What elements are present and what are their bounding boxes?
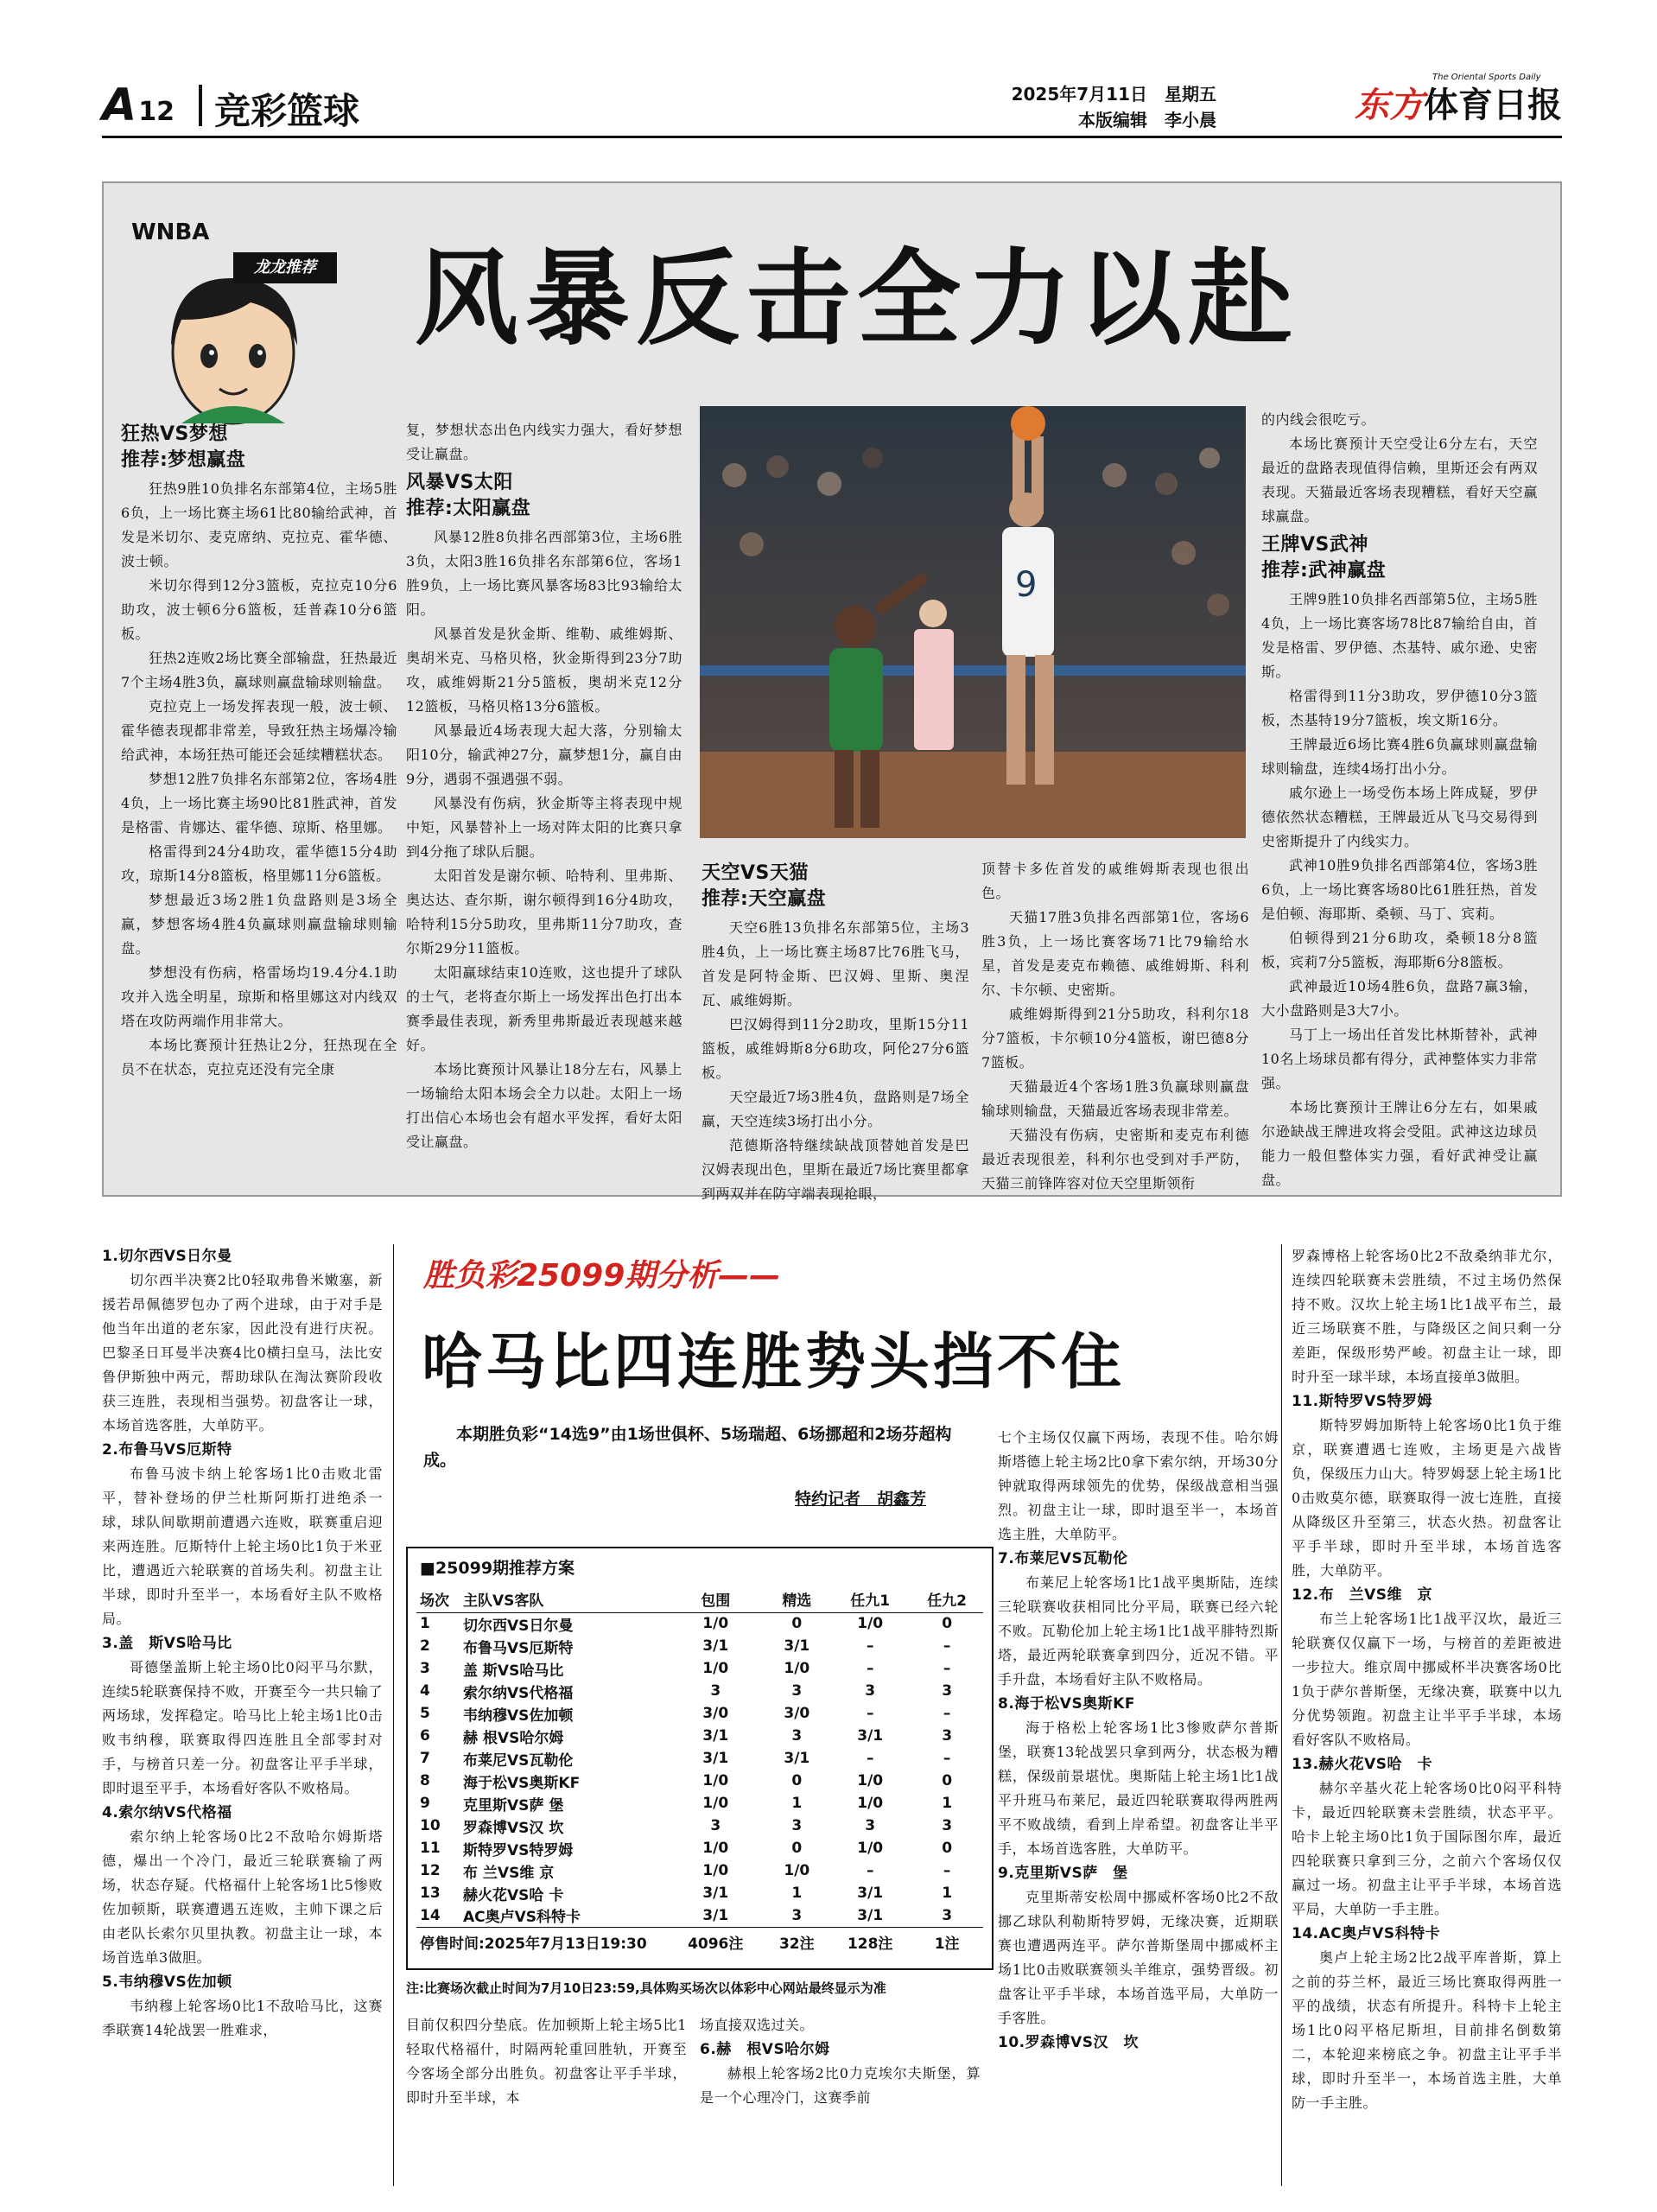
newspaper-logo: The Oriental Sports Daily 东方体育日报 [1355,73,1562,125]
table-cell: – [943,1862,951,1879]
paragraph-continued: 复，梦想状态出色内线实力强大，看好梦想受让赢盘。 [406,422,682,462]
issue-date: 2025年7月11日 星期五 [1011,84,1216,105]
table-cell: 8 [420,1772,430,1789]
lottery-column-mid [406,2013,687,2186]
table-cell: 7 [420,1750,430,1767]
table-header-row: 场次 主队VS客队 包围 精选 任九1 任九2 [416,1586,983,1612]
table-cell: 3 [791,1817,803,1834]
table-cell: 6 [420,1727,430,1745]
matchup-heading: 风暴VS太阳 [406,472,513,493]
match-heading: 7.布莱尼VS瓦勒伦 [998,1550,1128,1567]
paragraph: 斯特罗姆加斯特上轮客场0比1负于维京，联赛遭遇七连败，主场更是六战皆负，保级压力山大。特罗姆瑟上轮主场1比0击败莫尔德，联赛取得一波七连胜，直接从降级区升至第三，状态火热。初盘客让平手半球，即时升至半球，本场首选客胜，大单防平。 [1292,1417,1562,1579]
table-cell: 3/0 [702,1705,729,1722]
table-footer-row: 停售时间:2025年7月13日19:30 4096注 32注 128注 1注 [416,1927,983,1956]
table-cell: 3/0 [784,1705,810,1722]
table-cell: – [866,1637,874,1655]
paragraph: 天猫17胜3负排名西部第1位，客场6胜3负，上一场比赛客场71比79输给水星，首发是麦克布赖德、戚维姆斯、科利尔、卡尔顿、史密斯。 [981,909,1249,998]
paragraph: 太阳首发是谢尔顿、哈特利、里弗斯、奥达达、查尔斯，谢尔顿得到16分4助攻，哈特利15分5助攻，里弗斯11分7助攻，查尔斯29分11篮板。 [406,868,682,957]
matchup-heading: 狂热VS梦想 [121,423,228,445]
editor-credit: 本版编辑 李小晨 [1078,110,1216,130]
article-column-4 [981,857,1249,1192]
match-cell: 切尔西VS日尔曼 [463,1617,574,1635]
paragraph-continued: 顶替卡多佐首发的戚维姆斯表现也很出色。 [981,861,1249,901]
paragraph: 本场比赛预计狂热让2分，狂热现在全员不在状态，克拉克还没有完全康 [121,1037,397,1077]
table-cell: 0 [942,1772,953,1789]
table-cell: 3 [420,1660,430,1677]
table-cell: 3 [865,1817,876,1834]
article-column-5 [1261,408,1538,1188]
table-cell: 3 [942,1817,953,1834]
table-cell: 3/1 [857,1906,884,1924]
article-column-1 [121,418,397,1170]
lottery-lead: 本期胜负彩“14选9”由1场世俱杯、5场瑞超、6场挪超和2场芬超构成。 [423,1425,952,1470]
author-label: 龙龙推荐 [233,252,337,283]
match-heading: 9.克里斯VS萨 堡 [998,1865,1128,1882]
lottery-headline: 哈马比四连胜势头挡不住 [422,1326,1125,1397]
table-cell: – [943,1637,951,1655]
match-heading: 3.盖 斯VS哈马比 [102,1635,232,1652]
match-heading: 5.韦纳穆VS佐加顿 [102,1974,232,1991]
paragraph: 奥卢上轮主场2比2战平库普斯，算上之前的芬兰杯，最近三场比赛取得两胜一平的战绩，状态有所提升。科特卡上轮主场1比0闷平格尼斯坦，目前排名倒数第二，本轮迎来榜底之争。初盘主让平手半球，即时升至半一，本场首选主胜，大单防一手主胜。 [1292,1949,1562,2111]
table-cell: – [866,1705,874,1722]
stop-sale-time: 停售时间:2025年7月13日19:30 [420,1935,647,1953]
table-cell: 3 [710,1817,721,1834]
paragraph: 布鲁马波卡纳上轮客场1比0击败北雷平，替补登场的伊兰杜斯阿斯打进绝杀一球，球队间歇期前遭遇六连败，联赛重启迎来两连胜。厄斯特什上轮主场0比1负于米亚比，遭遇近六轮联赛的首场失利。初盘主让半球，即时升至半一，本场看好主队不败格局。 [102,1465,383,1627]
paragraph: 风暴最近4场表现大起大落，分别输太阳10分，输武神27分，赢梦想1分，赢自由9分，遇弱不强遇强不弱。 [406,722,682,787]
paragraph: 韦纳穆上轮客场0比1不敌哈马比，这赛季联赛14轮战罢一胜难求， [102,1998,383,2038]
paragraph: 梦想最近3场2胜1负盘路则是3场全赢，梦想客场4胜4负赢球则赢盘输球则输盘。 [121,892,397,957]
match-heading: 13.赫火花VS哈 卡 [1292,1756,1433,1773]
table-cell: 1 [420,1615,430,1633]
table-cell: 14 [420,1906,441,1924]
table-cell: 3/1 [784,1637,810,1655]
table-cell: 3/1 [702,1750,729,1767]
table-cell: 1 [942,1885,953,1902]
match-cell: AC奥卢VS科特卡 [463,1909,581,1927]
table-cell: 4 [420,1682,430,1700]
table-cell: 10 [420,1817,441,1834]
table-cell: 5 [420,1705,430,1722]
table-row [416,1612,983,1635]
section-title: 竞彩篮球 [214,90,360,132]
paragraph: 太阳赢球结束10连败，这也提升了球队的士气，老将查尔斯上一场发挥出色打出本赛季最佳表现，新秀里弗斯最近表现越来越好。 [406,964,682,1053]
table-cell: 1/0 [702,1615,729,1633]
table-cell: – [943,1750,951,1767]
paragraph: 布兰上轮客场1比1战平汉坎，最近三轮联赛仅仅赢下一场，与榜首的差距被进一步拉大。维京周中挪威杯半决赛客场0比1负于萨尔普斯堡，无缘决赛，联赛中以九分优势领跑。初盘主让半平手半球，本场看好客队不败格局。 [1292,1611,1562,1748]
paragraph: 格雷得到11分3助攻，罗伊德10分3篮板，杰基特19分7篮板，埃文斯16分。 [1261,688,1538,728]
paragraph: 格雷得到24分4助攻，霍华德15分4助攻，琼斯14分8篮板，格里娜11分6篮板。 [121,843,397,884]
paragraph: 赫根上轮客场2比0力克埃尔夫斯堡，算是一个心理冷门，这赛季前 [700,2065,981,2106]
paragraph-continued: 的内线会很吃亏。 [1261,411,1376,428]
lottery-column-right1 [998,1426,1279,2186]
match-heading: 10.罗森博VS汉 坎 [998,2034,1140,2051]
table-row [416,1904,983,1927]
paragraph: 布莱尼上轮客场1比1战平奥斯陆，连续三轮联赛收获相同比分平局，联赛已经六轮不败。瓦勒伦加上轮主场1比1战平腓特烈斯塔，最近两轮联赛拿到四分，近况不错。平手升盘，本场看好主队不败格局。 [998,1574,1279,1688]
paragraph: 海于格松上轮客场1比3惨败萨尔普斯堡，联赛13轮战罢只拿到两分，状态极为糟糕，保级前景堪忧。奥斯陆上轮主场1比1战平升班马布莱尼，最近四轮联赛取得两胜两平不败战绩，看到上岸希望。初盘客让半平手，本场首选客胜，大单防平。 [998,1719,1279,1857]
table-row [416,1702,983,1725]
match-cell: 克里斯VS萨 堡 [463,1796,564,1815]
table-cell: 1/0 [702,1840,729,1857]
paragraph: 哥德堡盖斯上轮主场0比0闷平马尔默，连续5轮联赛保持不败，开赛至今一共只输了两场球，发挥稳定。哈马比上轮主场1比0击败韦纳穆，联赛取得四连胜且全部零封对手，与榜首只差一分。初盘客让平手半球，即时退至平手，本场看好客队不败格局。 [102,1659,383,1796]
table-cell: 3/1 [702,1885,729,1902]
table-cell: 0 [791,1840,803,1857]
recommendation-heading: 推荐:武神赢盘 [1261,560,1387,582]
logo-english: The Oriental Sports Daily [1432,73,1541,82]
paragraph: 天空6胜13负排名东部第5位，主场3胜4负，上一场比赛主场87比76胜飞马，首发是阿特金斯、巴汉姆、里斯、奥涅瓦、戚维姆斯。 [702,919,969,1008]
paragraph: 赫尔辛基火花上轮客场0比0闷平科特卡，最近四轮联赛未尝胜绩，状态平平。哈卡上轮主场0比1负于国际图尔库，最近四轮联赛只拿到三分，之前六个客场仅仅赢过一场。初盘主让平手半球，本场首选平局，大单防一手主胜。 [1292,1780,1562,1917]
paragraph: 克拉克上一场发挥表现一般，波士顿、霍华德表现都非常差，导致狂热主场爆冷输给武神，本场狂热可能还会延续糟糕状态。 [121,698,397,763]
byline: 特约记者 胡鑫芳 [795,1490,927,1509]
paragraph-continued: 七个主场仅仅赢下两场，表现不佳。哈尔姆斯塔德上轮主场2比0拿下索尔纳，开场30分钟就取得两球领先的优势，保级战意相当强烈。初盘主让一球，即时退至半一，本场首选主胜，大单防平。 [998,1429,1279,1542]
table-cell: 3 [942,1906,953,1924]
table-cell: – [943,1660,951,1677]
table-row [416,1859,983,1882]
table-cell: 1/0 [857,1840,884,1857]
table-cell: 1/0 [784,1862,810,1879]
match-heading: 8.海于松VS奥斯KF [998,1695,1135,1713]
table-cell: 11 [420,1840,441,1857]
match-heading: 2.布鲁马VS厄斯特 [102,1441,232,1459]
basketball-photo-image [700,406,1246,838]
table-cell: 3 [865,1682,876,1700]
table-cell: 1/0 [702,1772,729,1789]
lottery-column-right2 [1292,1244,1562,2186]
author-avatar-icon [147,259,320,432]
lottery-kicker: 胜负彩25099期分析—— [423,1258,781,1294]
table-cell: 2 [420,1637,430,1655]
matchup-heading: 王牌VS武神 [1261,534,1368,556]
table-row [416,1747,983,1770]
paragraph: 本场比赛预计风暴让18分左右，风暴上一场输给太阳本场会全力以赴。太阳上一场打出信心本场也会有超水平发挥，看好太阳受让赢盘。 [406,1061,682,1150]
table-cell: 1/0 [857,1772,884,1789]
table-cell: 3/1 [702,1906,729,1924]
table-cell: 1 [791,1885,803,1902]
table-cell: 13 [420,1885,441,1902]
recommendation-table [416,1586,983,1956]
match-cell: 韦纳穆VS佐加顿 [463,1707,574,1725]
paragraph: 范德斯洛特继续缺战顶替她首发是巴汉姆表现出色，里斯在最近7场比赛里都拿到两双并在防守端表现抢眼， [702,1137,969,1202]
match-cell: 赫火花VS哈 卡 [463,1886,564,1904]
lottery-column-mid2 [700,2013,981,2186]
recommendation-heading: 推荐:太阳赢盘 [406,498,531,519]
game-photo [700,406,1246,838]
table-row [416,1770,983,1792]
table-cell: 3/1 [702,1637,729,1655]
league-tag: WNBA [131,219,210,245]
date-editor-block [1012,81,1216,133]
paragraph: 戚尔逊上一场受伤本场上阵成疑，罗伊德依然状态糟糕，王牌最近从飞马交易得到史密斯提升了内线实力。 [1261,785,1538,849]
paragraph: 武神10胜9负排名西部第4位，客场3胜6负，上一场比赛客场80比61胜狂热，首发是伯顿、海耶斯、桑顿、马丁、宾莉。 [1261,857,1538,922]
match-cell: 赫 根VS哈尔姆 [463,1729,564,1747]
paragraph-continued: 场直接双选过关。 [700,2017,815,2033]
match-cell: 布鲁马VS厄斯特 [463,1639,574,1657]
article-column-2 [406,418,682,1170]
recommendation-box [406,1547,994,1970]
paragraph: 梦想12胜7负排名东部第2位，客场4胜4负，上一场比赛主场90比81胜武神，首发是格雷、肯娜达、霍华德、琼斯、格里娜。 [121,771,397,836]
page-number: A12 [102,79,175,131]
paragraph: 风暴首发是狄金斯、维勒、戚维姆斯、奥胡米克、马格贝格，狄金斯得到23分7助攻，戚维姆斯21分5篮板，奥胡米克12分12篮板，马格贝格13分6篮板。 [406,626,682,715]
svg-text:9: 9 [1015,565,1038,605]
table-row [416,1792,983,1815]
table-row [416,1882,983,1904]
paragraph: 风暴12胜8负排名西部第3位，主场6胜3负，太阳3胜16负排名东部第6位，客场1胜9负，上一场比赛风暴客场83比93输给太阳。 [406,529,682,618]
table-cell: 9 [420,1795,430,1812]
match-heading: 12.布 兰VS维 京 [1292,1586,1433,1604]
table-cell: – [866,1660,874,1677]
paragraph: 巴汉姆得到11分2助攻，里斯15分11篮板，戚维姆斯8分6助攻，阿伦27分6篮板。 [702,1016,969,1081]
match-cell: 罗森博VS汉 坎 [463,1819,564,1837]
paragraph: 风暴没有伤病，狄金斯等主将表现中规中矩，风暴替补上一场对阵太阳的比赛只拿到4分拖了球队后腿。 [406,795,682,860]
article-column-3 [702,857,969,1202]
match-heading: 11.斯特罗VS特罗姆 [1292,1393,1433,1410]
recommendation-heading: 推荐:梦想赢盘 [121,449,246,471]
table-row [416,1657,983,1680]
table-cell: 3 [942,1727,953,1745]
table-cell: – [866,1750,874,1767]
match-cell: 布 兰VS维 京 [463,1864,555,1882]
table-row [416,1680,983,1702]
recommendation-title: ■25099期推荐方案 [420,1559,575,1578]
match-heading: 14.AC奥卢VS科特卡 [1292,1925,1441,1942]
table-cell: 3 [791,1682,803,1700]
match-heading: 6.赫 根VS哈尔姆 [700,2041,830,2058]
table-row [416,1725,983,1747]
table-cell: 3/1 [857,1885,884,1902]
column-divider [1281,1244,1282,2186]
match-heading: 1.切尔西VS日尔曼 [102,1248,232,1265]
paragraph: 天猫没有伤病，史密斯和麦克布利德最近表现很差，科利尔也受到对手严防，天猫三前锋阵容对位天空里斯领衔 [981,1127,1249,1192]
table-cell: 3 [791,1906,803,1924]
paragraph: 伯顿得到21分6助攻，桑顿18分8篮板，宾莉7分5篮板，海耶斯6分8篮板。 [1261,930,1538,970]
match-cell: 索尔纳VS代格福 [463,1684,574,1702]
paragraph: 克里斯蒂安松周中挪威杯客场0比2不敌挪乙球队利勒斯特罗姆，无缘决赛，近期联赛也遭遇两连平。萨尔普斯堡周中挪威杯主场1比0击败联赛领头羊维京，强势晋级。初盘客让平手半球，本场首选平局，大单防一手客胜。 [998,1889,1279,2026]
matchup-heading: 天空VS天猫 [702,862,809,884]
match-cell: 布莱尼VS瓦勒伦 [463,1751,574,1770]
feature-headline: 风暴反击全力以赴 [415,239,1299,359]
table-cell: 1/0 [857,1615,884,1633]
paragraph-continued: 目前仅积四分垫底。佐加顿斯上轮主场5比1轻取代格福什，时隔两轮重回胜轨，开赛至今客场全部分出胜负。初盘客让平手半球，即时升至半球，本 [406,2017,687,2106]
table-cell: 1/0 [784,1660,810,1677]
table-note: 注:比赛场次截止时间为7月10日23:59,具体购买场次以体彩中心网站最终显示为准 [406,1980,886,1996]
table-cell: 1/0 [702,1660,729,1677]
table-cell: 1 [942,1795,953,1812]
table-cell: 3 [791,1727,803,1745]
table-cell: 0 [942,1615,953,1633]
paragraph: 梦想没有伤病，格雷场均19.4分4.1助攻并入选全明星，琼斯和格里娜这对内线双塔在攻防两端作用非常大。 [121,964,397,1029]
table-cell: 3 [942,1682,953,1700]
table-cell: 3/1 [784,1750,810,1767]
paragraph: 王牌最近6场比赛4胜6负赢球则赢盘输球则输盘，连续4场打出小分。 [1261,736,1538,777]
paragraph: 天猫最近4个客场1胜3负赢球则赢盘输球则输盘，天猫最近客场表现非常差。 [981,1078,1249,1119]
table-cell: 3/1 [702,1727,729,1745]
table-cell: 1/0 [702,1862,729,1879]
table-row [416,1635,983,1657]
recommendation-heading: 推荐:天空赢盘 [702,888,827,910]
table-cell: – [943,1705,951,1722]
paragraph: 王牌9胜10负排名西部第5位，主场5胜4负，上一场比赛客场78比87输给自由，首发是格雷、罗伊德、杰基特、戚尔逊、史密斯。 [1261,591,1538,680]
paragraph: 狂热9胜10负排名东部第4位，主场5胜6负，上一场比赛主场61比80输给武神，首发是米切尔、麦克席纳、克拉克、霍华德、波士顿。 [121,480,397,569]
table-cell: 0 [791,1772,803,1789]
table-cell: 0 [942,1840,953,1857]
paragraph: 天空最近7场3胜4负，盘路则是7场全赢，天空连续3场打出小分。 [702,1089,969,1129]
paragraph: 戚维姆斯得到21分5助攻，科利尔18分7篮板，卡尔顿10分4篮板，谢巴德8分7篮板。 [981,1006,1249,1071]
table-row [416,1837,983,1859]
paragraph: 马丁上一场出任首发比林斯替补，武神10名上场球员都有得分，武神整体实力非常强。 [1261,1027,1538,1091]
masthead-divider [199,85,202,126]
paragraph: 索尔纳上轮客场0比2不敌哈尔姆斯塔德，爆出一个冷门，最近三轮联赛输了两场，状态存疑。代格福什上轮客场1比5惨败佐加顿斯，联赛遭遇五连败，主帅下课之后由老队长索尔贝里执教。初盘主让一球，本场首选单3做胆。 [102,1828,383,1966]
paragraph: 武神最近10场4胜6负，盘路7赢3输，大小盘路则是3大7小。 [1261,978,1538,1019]
table-cell: 1/0 [857,1795,884,1812]
paragraph: 本场比赛预计王牌让6分左右，如果戚尔逊缺战王牌进攻将会受阻。武神这边球员能力一般但整体实力强，看好武神受让赢盘。 [1261,1099,1538,1188]
paragraph: 切尔西半决赛2比0轻取弗鲁米嫩塞，新援若昂佩德罗包办了两个进球，由于对手是他当年出道的老东家，因此没有进行庆祝。巴黎圣日耳曼半决赛4比0横扫皇马，法比安鲁伊斯独中两元，帮助球队在淘汰赛阶段收获三连胜，表现相当强势。初盘客让一球，本场首选客胜，大单防平。 [102,1272,383,1433]
match-cell: 海于松VS奥斯KF [463,1774,581,1792]
table-cell: 3/1 [857,1727,884,1745]
match-cell: 斯特罗VS特罗姆 [463,1841,574,1859]
table-row [416,1815,983,1837]
table-cell: – [866,1862,874,1879]
table-cell: 0 [791,1615,803,1633]
table-cell: 12 [420,1862,441,1879]
table-cell: 1 [791,1795,803,1812]
paragraph: 本场比赛预计天空受让6分左右，天空最近的盘路表现值得信赖，里斯还会有两双表现。天猫最近客场表现糟糕，看好天空赢球赢盘。 [1261,435,1538,524]
match-heading: 4.索尔纳VS代格福 [102,1804,232,1821]
table-cell: 3 [710,1682,721,1700]
paragraph: 狂热2连败2场比赛全部输盘，狂热最近7个主场4胜3负，赢球则赢盘输球则输盘。 [121,650,397,690]
lottery-column-left [102,1244,383,2177]
column-divider [393,1244,394,2186]
match-cell: 盖 斯VS哈马比 [463,1662,564,1680]
paragraph: 米切尔得到12分3篮板，克拉克10分6助攻，波士顿6分6篮板，廷普森10分6篮板。 [121,577,397,642]
masthead [102,73,1562,138]
table-cell: 1/0 [702,1795,729,1812]
paragraph-continued: 罗森博格上轮客场0比2不敌桑纳菲尤尔，连续四轮联赛未尝胜绩，不过主场仍然保持不败。汉坎上轮主场1比1战平布兰，最近三场联赛不胜，与降级区之间只剩一分差距，保级形势严峻。初盘主让一球，即时升至一球半球，本场直接单3做胆。 [1292,1248,1562,1385]
